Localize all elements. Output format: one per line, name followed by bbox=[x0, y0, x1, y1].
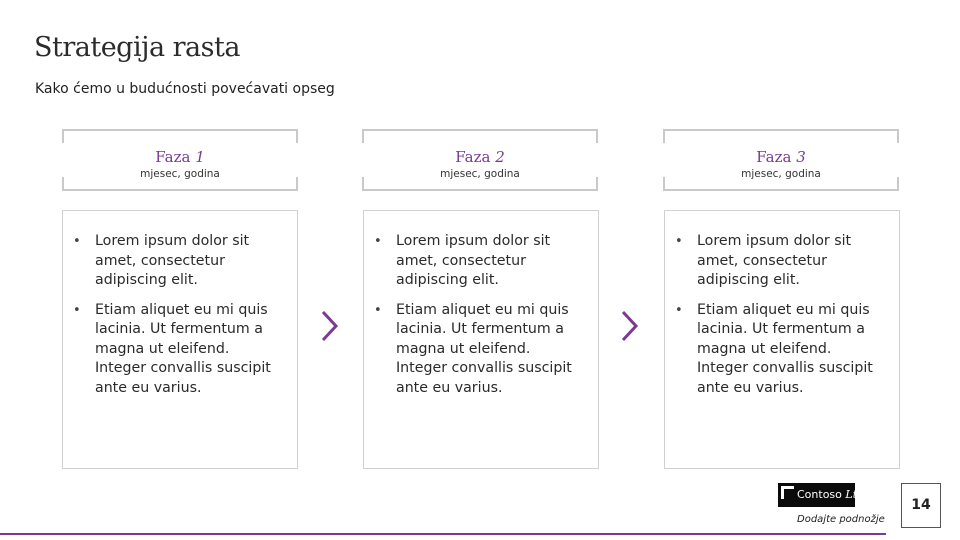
phase-3-header bbox=[663, 129, 899, 191]
phase-number: 1 bbox=[195, 148, 205, 166]
page-number: 14 bbox=[911, 497, 931, 513]
page-number-box bbox=[901, 483, 941, 528]
bullet-list bbox=[73, 232, 283, 408]
phase-number: 2 bbox=[495, 148, 505, 166]
logo-text bbox=[797, 488, 868, 501]
bullet-item: • Etiam aliquet eu mi quis lacinia. Ut fermentum a magna ut eleifend. Integer convallis suscipit ante eu varius. bbox=[73, 301, 283, 399]
logo-name: Contoso bbox=[797, 488, 842, 501]
logo-suffix: Ltd. bbox=[845, 488, 868, 501]
phase-1-card bbox=[62, 210, 298, 469]
phase-1-title bbox=[62, 148, 298, 166]
footer-text: Dodajte podnožje bbox=[797, 514, 885, 525]
bracket-top bbox=[62, 129, 298, 143]
bullet-item: • Lorem ipsum dolor sit amet, consectetur adipiscing elit. bbox=[374, 232, 584, 291]
chevron-right-icon bbox=[317, 310, 343, 342]
slide-title: Strategija rasta bbox=[34, 32, 240, 63]
bullet-item: • Lorem ipsum dolor sit amet, consectetur adipiscing elit. bbox=[73, 232, 283, 291]
phase-3-card bbox=[664, 210, 900, 469]
bullet-item: • Etiam aliquet eu mi quis lacinia. Ut fermentum a magna ut eleifend. Integer convallis suscipit ante eu varius. bbox=[675, 301, 885, 399]
phase-label: Faza bbox=[455, 148, 496, 166]
phase-2-title bbox=[362, 148, 598, 166]
phase-2-card bbox=[363, 210, 599, 469]
phase-label: Faza bbox=[155, 148, 196, 166]
bullet-item: • Lorem ipsum dolor sit amet, consectetur adipiscing elit. bbox=[675, 232, 885, 291]
phase-2-header bbox=[362, 129, 598, 191]
phase-label: Faza bbox=[756, 148, 797, 166]
phase-3-title bbox=[663, 148, 899, 166]
bullet-list bbox=[374, 232, 584, 408]
phase-number: 3 bbox=[796, 148, 806, 166]
phase-1-date: mjesec, godina bbox=[140, 168, 220, 180]
slide-subtitle: Kako ćemo u budućnosti povećavati opseg bbox=[35, 81, 335, 97]
bullet-item: • Etiam aliquet eu mi quis lacinia. Ut fermentum a magna ut eleifend. Integer convallis suscipit ante eu varius. bbox=[374, 301, 584, 399]
chevron-right-icon bbox=[617, 310, 643, 342]
phase-3-date: mjesec, godina bbox=[741, 168, 821, 180]
phase-1-header bbox=[62, 129, 298, 191]
bottom-accent-line bbox=[0, 533, 886, 535]
phase-2-date: mjesec, godina bbox=[440, 168, 520, 180]
bracket-top bbox=[362, 129, 598, 143]
bracket-top bbox=[663, 129, 899, 143]
bullet-list bbox=[675, 232, 885, 408]
logo-corner-icon bbox=[781, 486, 794, 499]
